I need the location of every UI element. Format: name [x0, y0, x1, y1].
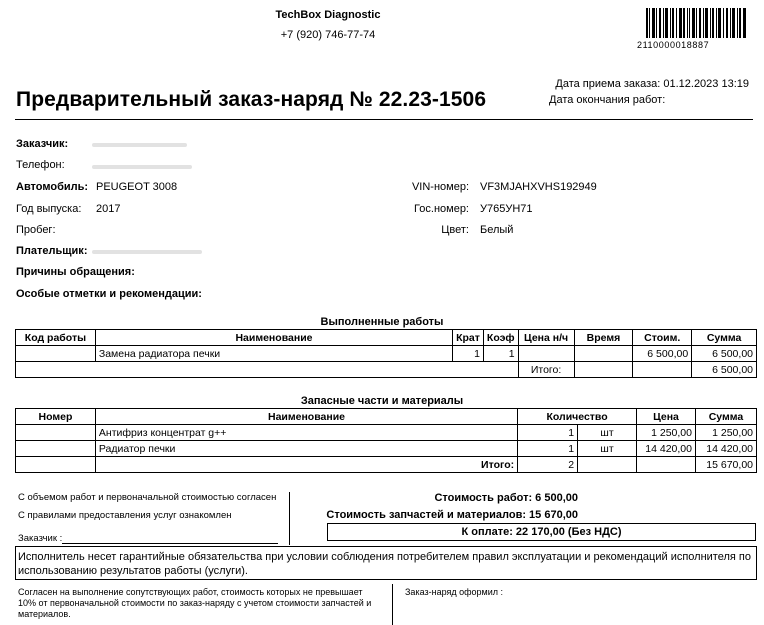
vin-label: VIN-номер: — [411, 181, 469, 193]
header-divider — [15, 119, 753, 120]
col-part-name: Наименование — [95, 409, 517, 425]
parts-title: Запасные части и материалы — [300, 395, 464, 407]
barcode-icon — [646, 8, 746, 38]
works-total-label: Итого: — [518, 362, 574, 378]
color-value: Белый — [480, 224, 514, 236]
plate-value: У765УН71 — [480, 203, 533, 215]
cell-part-name: Радиатор печки — [95, 441, 517, 457]
vin-value: VF3MJAHXVHS192949 — [480, 181, 597, 193]
warranty-line2: использованию результатов работы (услуги). — [18, 565, 248, 577]
company-name: TechBox Diagnostic — [275, 9, 381, 21]
barcode-number: 2110000018887 — [637, 40, 710, 50]
warranty-line1: Исполнитель несет гарантийные обязательства при условии соблюдения потребителем правил эксплуатации и рекомендаций исполнителя по — [18, 551, 751, 563]
works-total-row — [16, 362, 757, 378]
order-date: Дата приема заказа: 01.12.2023 13:19 — [555, 78, 749, 90]
work-cost: Стоимость работ: 6 500,00 — [434, 492, 578, 504]
notes-label: Особые отметки и рекомендации: — [16, 288, 202, 300]
col-sum: Сумма — [692, 330, 757, 346]
reasons-label: Причины обращения: — [16, 266, 135, 278]
car-label: Автомобиль: — [16, 181, 89, 193]
col-time: Время — [574, 330, 633, 346]
col-code: Код работы — [16, 330, 96, 346]
cell-number — [16, 425, 96, 441]
cell-unit: шт — [578, 441, 637, 457]
year-label: Год выпуска: — [16, 203, 82, 215]
col-coef: Коэф — [483, 330, 518, 346]
cell-part-name: Антифриз концентрат g++ — [95, 425, 517, 441]
col-qty: Количество — [518, 409, 637, 425]
page-title: Предварительный заказ-наряд № 22.23-1506 — [16, 88, 487, 111]
cell-code — [16, 346, 96, 362]
works-total-sum: 6 500,00 — [692, 362, 757, 378]
cell-cost: 6 500,00 — [633, 346, 692, 362]
col-price-nh: Цена н/ч — [518, 330, 574, 346]
parts-total-row — [16, 457, 757, 473]
to-pay: К оплате: 22 170,00 (Без НДС) — [461, 526, 622, 538]
col-number: Номер — [16, 409, 96, 425]
parts-table — [15, 408, 757, 473]
col-krat: Крат — [453, 330, 484, 346]
phone-redacted — [92, 165, 192, 169]
mileage-label: Пробег: — [16, 224, 56, 236]
consent-line1: Согласен на выполнение сопутствующих работ, стоимость которых не превышает — [18, 587, 363, 597]
payer-label: Плательщик: — [16, 245, 88, 257]
agree-volume: С объемом работ и первоначальной стоимостью согласен — [18, 492, 277, 503]
col-part-sum: Сумма — [695, 409, 756, 425]
table-row — [16, 346, 757, 362]
consent-line2: 10% от первоначальной стоимости по заказ-наряду с учетом стоимости запчастей и — [18, 598, 372, 608]
cell-price-nh — [518, 346, 574, 362]
parts-total-sum: 15 670,00 — [695, 457, 756, 473]
issued-by: Заказ-наряд оформил : — [405, 587, 503, 597]
end-date: Дата окончания работ: — [549, 94, 666, 106]
agree-rules: С правилами предоставления услуг ознакомлен — [18, 510, 232, 521]
customer-redacted — [92, 143, 187, 147]
parts-total-label: Итого: — [95, 457, 517, 473]
footer-divider — [392, 584, 393, 625]
cell-price: 14 420,00 — [637, 441, 696, 457]
works-header-row — [16, 330, 757, 346]
summary-divider — [289, 492, 290, 545]
cell-number — [16, 441, 96, 457]
cell-qty: 1 — [518, 441, 578, 457]
cell-time — [574, 346, 633, 362]
col-price: Цена — [637, 409, 696, 425]
phone-label: Телефон: — [16, 159, 65, 171]
cell-part-sum: 1 250,00 — [695, 425, 756, 441]
cell-name: Замена радиатора печки — [95, 346, 452, 362]
parts-cost: Стоимость запчастей и материалов: 15 670,00 — [326, 509, 578, 521]
consent-line3: материалов. — [18, 609, 71, 619]
works-table — [15, 329, 757, 378]
cell-price: 1 250,00 — [637, 425, 696, 441]
car-value: PEUGEOT 3008 — [96, 181, 178, 193]
cell-part-sum: 14 420,00 — [695, 441, 756, 457]
col-cost: Стоим. — [633, 330, 692, 346]
cell-unit: шт — [578, 425, 637, 441]
table-row — [16, 441, 757, 457]
cell-krat: 1 — [453, 346, 484, 362]
cell-coef: 1 — [483, 346, 518, 362]
payer-redacted — [92, 250, 202, 254]
customer-sign-label: Заказчик : — [18, 533, 63, 544]
customer-sign-line — [62, 543, 278, 544]
color-label: Цвет: — [441, 224, 469, 236]
customer-label: Заказчик: — [16, 138, 69, 150]
company-phone: +7 (920) 746-77-74 — [280, 29, 376, 41]
cell-qty: 1 — [518, 425, 578, 441]
plate-label: Гос.номер: — [414, 203, 469, 215]
cell-sum: 6 500,00 — [692, 346, 757, 362]
col-name: Наименование — [95, 330, 452, 346]
year-value: 2017 — [96, 203, 121, 215]
parts-total-qty: 2 — [518, 457, 578, 473]
table-row — [16, 425, 757, 441]
works-title: Выполненные работы — [320, 316, 444, 328]
parts-header-row — [16, 409, 757, 425]
